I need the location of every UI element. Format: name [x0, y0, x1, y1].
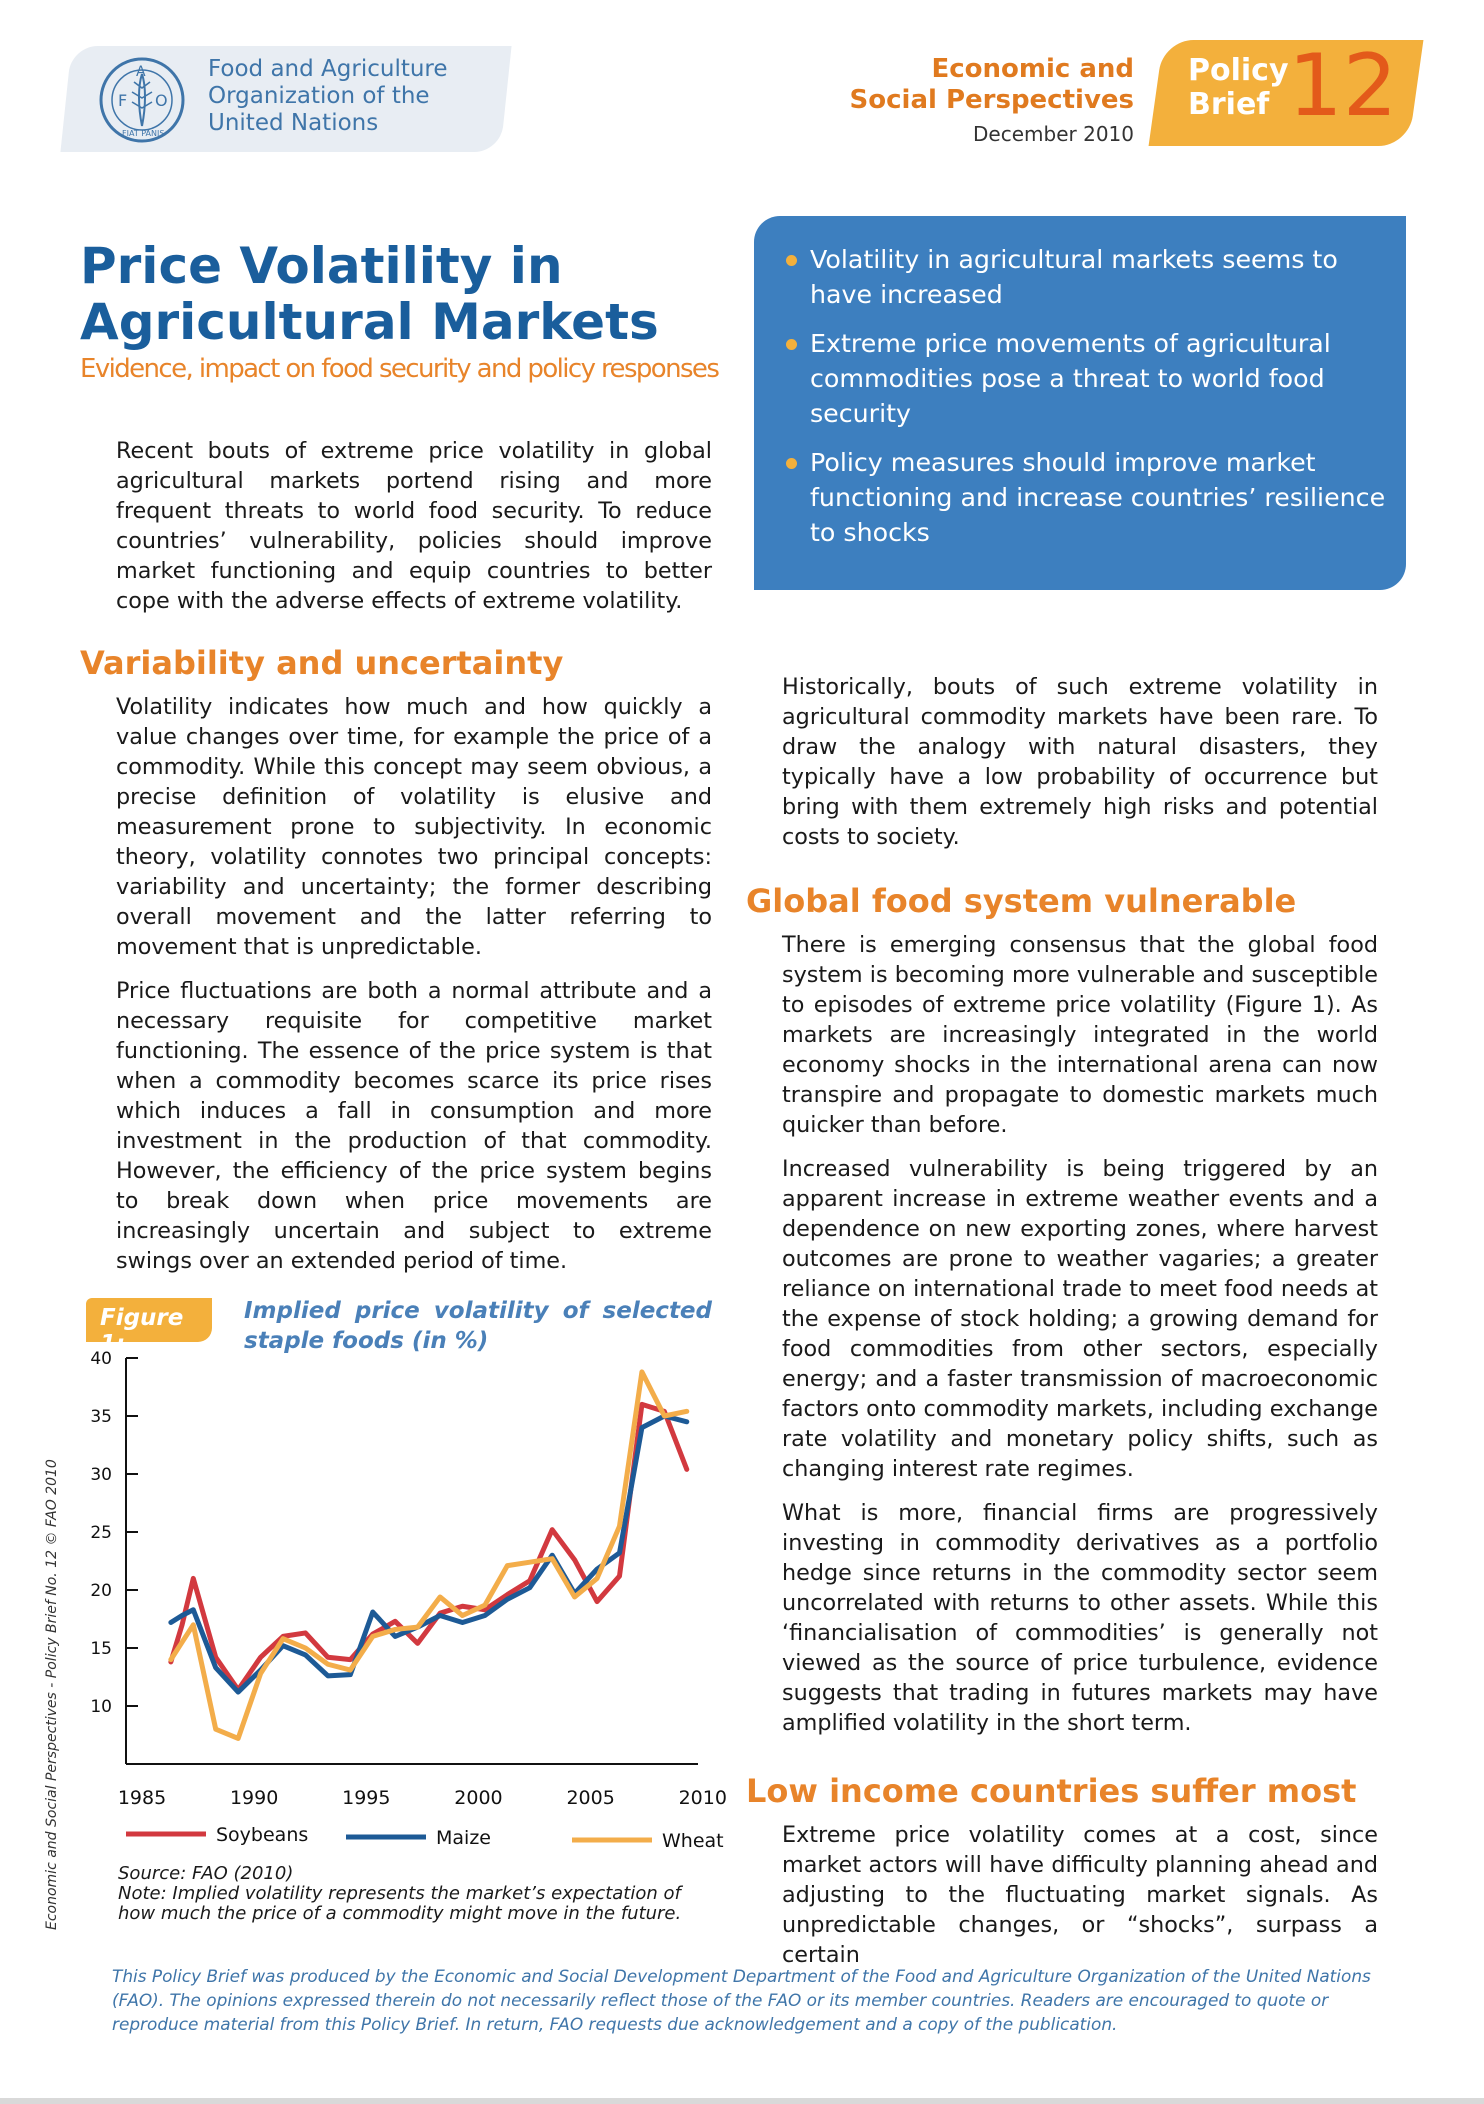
- page-title: Price Volatility in Agricultural Markets: [80, 237, 659, 351]
- page-subtitle: Evidence, impact on food security and policy responses: [80, 354, 719, 384]
- logo-letter-a: A: [136, 64, 146, 80]
- x-tick-label: 1995: [342, 1787, 391, 1809]
- volatility-chart: [60, 1340, 727, 1860]
- y-tick-label: 35: [90, 1407, 112, 1427]
- figure-title: Implied price volatility of selected staple foods (in %): [244, 1298, 712, 1354]
- x-tick-label: 1990: [229, 1787, 279, 1809]
- heading-low-income: Low income countries suffer most: [746, 1772, 1357, 1810]
- y-tick-label: 20: [90, 1581, 112, 1601]
- global-paragraph-2: Increased vulnerability is being triggered by an apparent increase in extreme weather events and a dependence on new exporting zones, where harvest outcomes are prone to weather vagaries; a greater reliance on international trade to meet food needs at the expense of stock holding; a growing demand for food commodities from other sectors, especially energy; and a faster transmission of macroeconomic factors onto commodity markets, including exchange rate volatility and monetary policy shifts, such as changing interest rate regimes.: [782, 1156, 1378, 1482]
- y-tick-label: 15: [90, 1639, 112, 1659]
- bullet-icon: [786, 339, 797, 350]
- key-message: Extreme price movements of agricultural commodities pose a threat to world food security: [782, 326, 1386, 431]
- figure-source: Source: FAO (2010) Note: Implied volatility represents the market’s expectation of how much the price of a commodity might move in the future.: [118, 1863, 682, 1924]
- legend-label-maize: Maize: [436, 1827, 491, 1849]
- variability-paragraph-2: Price fluctuations are both a normal attribute and a necessary requisite for competitive market functioning. The essence of the price system is that when a commodity becomes scarce its price rises which induces a fall in consumption and more investment in the production of that commodity. However, the efficiency of the price system begins to break down when price movements are increasingly uncertain and subject to extreme swings over an extended period of time.: [116, 978, 712, 1274]
- legend-label-wheat: Wheat: [662, 1830, 724, 1852]
- brief-number: 12: [1288, 36, 1398, 136]
- bottom-rule: [0, 2098, 1484, 2104]
- footer-disclaimer: This Policy Brief was produced by the Economic and Social Development Department of the Food and Agriculture Organization of the United Nations (FAO). The opinions expressed therein do not necessarily reflect those of the FAO or its member countries. Readers are encouraged to quote or reproduce material from this Policy Brief. In return, FAO requests due acknowledgement and a copy of the publication.: [112, 1966, 1371, 2034]
- policy-brief-label: Policy Brief: [1188, 53, 1289, 122]
- y-tick-label: 30: [90, 1465, 112, 1485]
- heading-variability: Variability and uncertainty: [80, 644, 564, 682]
- bullet-icon: [786, 458, 797, 469]
- y-tick-label: 40: [90, 1349, 112, 1369]
- y-tick-label: 25: [90, 1523, 112, 1543]
- org-name: Food and Agriculture Organization of the United Nations: [208, 56, 448, 136]
- legend-label-soybeans: Soybeans: [216, 1824, 309, 1846]
- x-tick-label: 1985: [117, 1787, 167, 1809]
- historically-paragraph: Historically, bouts of such extreme volatility in agricultural commodity markets have been rare. To draw the analogy with natural disasters, they typically have a low probability of occurrence but bring with them extremely high risks and potential costs to society.: [782, 674, 1378, 850]
- key-message: Volatility in agricultural markets seems to have increased: [782, 242, 1386, 312]
- figure-label-tab: Figure 1:: [86, 1298, 212, 1342]
- side-credit: Economic and Social Perspectives - Policy Brief No. 12 © FAO 2010: [44, 1459, 60, 1930]
- series-title: Economic and Social Perspectives: [849, 54, 1134, 115]
- low-income-paragraph: Extreme price volatility comes at a cost, since market actors will have difficulty planning ahead and adjusting to the fluctuating market signals. As unpredictable changes, or “shocks”, surpass a certain: [782, 1822, 1378, 1968]
- key-message: Policy measures should improve market functioning and increase countries’ resilience to shocks: [782, 445, 1386, 550]
- x-tick-label: 2010: [678, 1787, 727, 1809]
- key-messages-box: [754, 216, 1406, 590]
- bullet-icon: [786, 255, 797, 266]
- x-tick-label: 2000: [454, 1787, 503, 1809]
- logo-letter-o: O: [155, 91, 168, 110]
- logo-motto: FIAT PANIS: [122, 129, 165, 138]
- variability-paragraph-1: Volatility indicates how much and how quickly a value changes over time, for example the price of a commodity. While this concept may seem obvious, a precise definition of volatility is elusive and measurement prone to subjectivity. In economic theory, volatility connotes two principal concepts: variability and uncertainty; the former describing overall movement and the latter referring to movement that is unpredictable.: [116, 694, 712, 960]
- global-paragraph-3: What is more, financial firms are progressively investing in commodity derivatives as a portfolio hedge since returns in the commodity sector seem uncorrelated with returns to other assets. While this ‘financialisation of commodities’ is generally not viewed as the source of price turbulence, evidence suggests that trading in futures markets may have amplified volatility in the short term.: [782, 1500, 1378, 1736]
- x-tick-label: 2005: [566, 1787, 615, 1809]
- publication-date: December 2010: [973, 122, 1134, 146]
- heading-global-food-system: Global food system vulnerable: [746, 882, 1297, 920]
- fao-emblem-icon: [98, 56, 186, 144]
- logo-letter-f: F: [118, 91, 128, 110]
- global-paragraph-1: There is emerging consensus that the global food system is becoming more vulnerable and susceptible to episodes of extreme price volatility (Figure 1). As markets are increasingly integrated in the world economy shocks in the international arena can now transpire and propagate to domestic markets much quicker than before.: [782, 932, 1378, 1138]
- lead-paragraph: Recent bouts of extreme price volatility in global agricultural markets portend rising and more frequent threats to world food security. To reduce countries’ vulnerability, policies should improve market functioning and equip countries to better cope with the adverse effects of extreme volatility.: [116, 438, 712, 614]
- y-tick-label: 10: [90, 1697, 112, 1717]
